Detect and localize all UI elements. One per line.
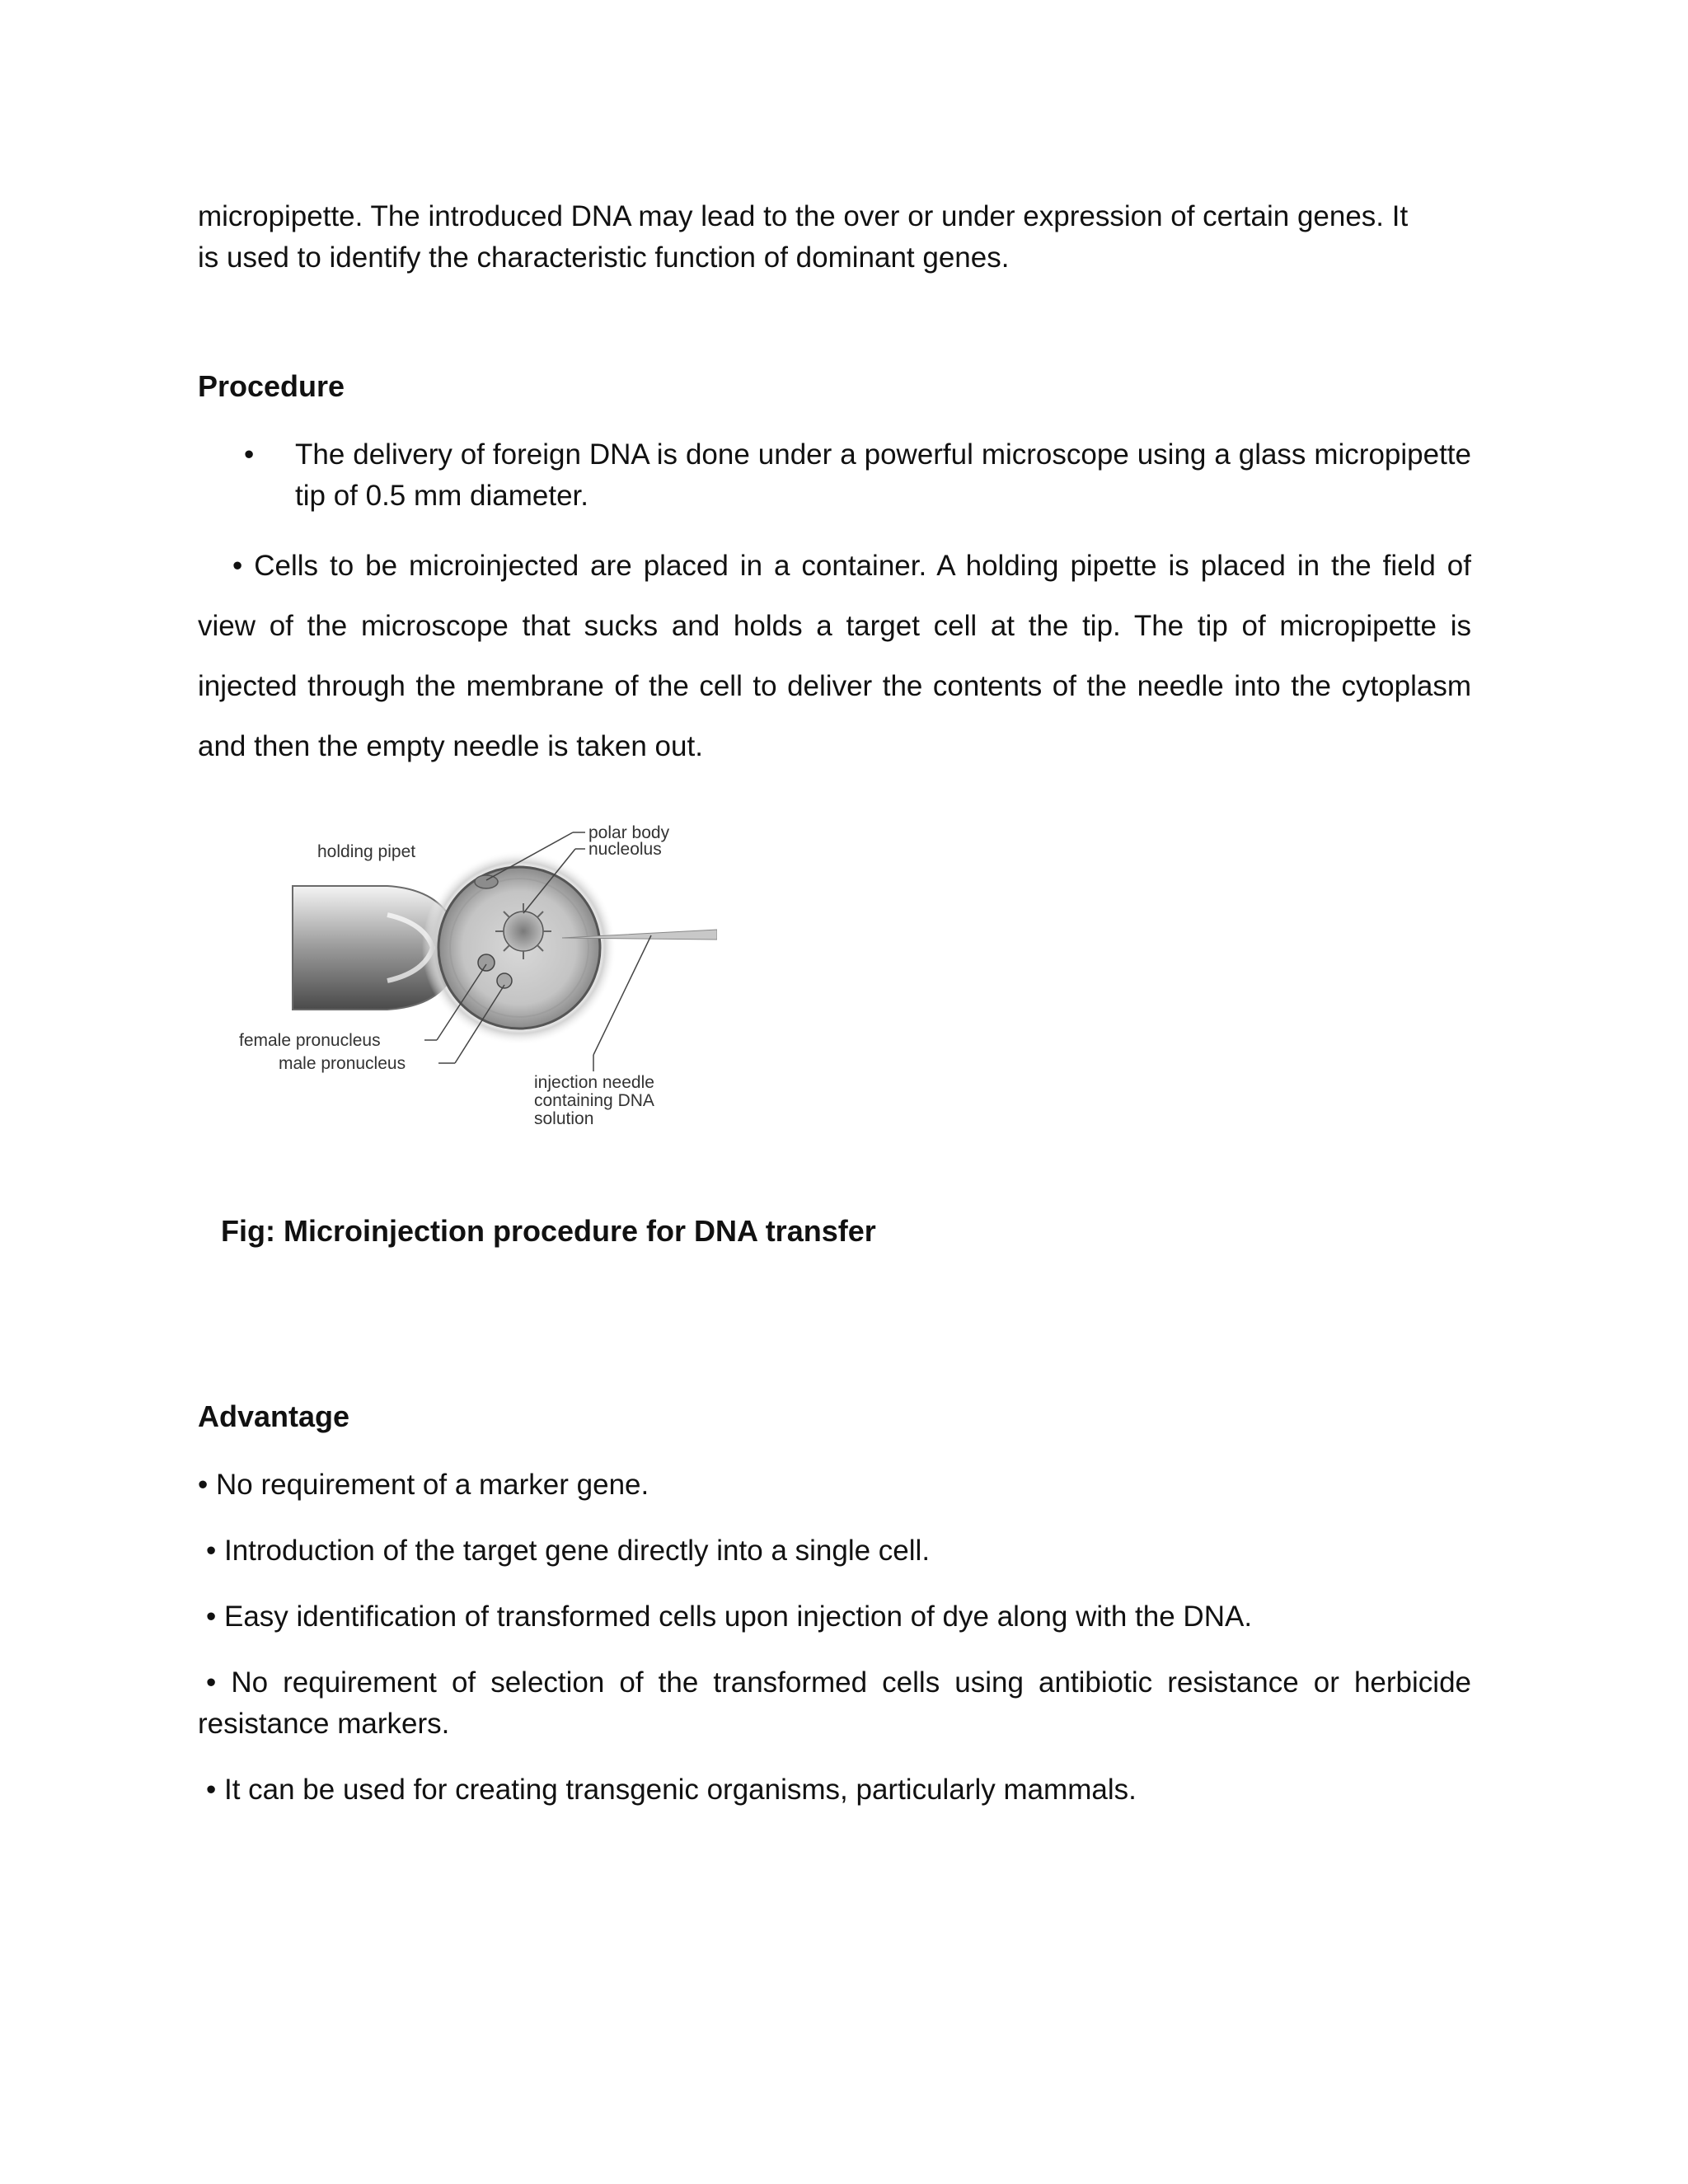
bullet-marker: • [244, 438, 255, 471]
label-injection-needle-1: injection needle [534, 1073, 654, 1092]
procedure-paragraph: • Cells to be microinjected are placed in a container. A holding pipette is placed in the field of view of the microscope that sucks and holds a target cell at the tip. The tip of micropipette is injected through the membrane of the cell to deliver the contents of the needle into the cytoplasm and then the empty needle is taken out. [198, 550, 1471, 762]
label-male-pronucleus: male pronucleus [279, 1054, 406, 1073]
nucleolus-shape [495, 903, 551, 959]
advantage-heading: Advantage [198, 1399, 350, 1433]
procedure-heading: Procedure [198, 369, 345, 403]
procedure-bullet-1 [244, 434, 1471, 517]
intro-line-1: micropipette. The introduced DNA may lead to the over or under expression of certain genes. It [198, 200, 1409, 232]
advantage-item-2: • Introduction of the target gene directly into a single cell. [206, 1535, 931, 1567]
figure-caption: Fig: Microinjection procedure for DNA transfer [221, 1214, 876, 1248]
female-pronucleus-shape [478, 954, 495, 971]
intro-line-2: is used to identify the characteristic function of dominant genes. [198, 241, 1010, 274]
polar-body [475, 875, 498, 888]
label-polar-body: polar body [588, 824, 670, 842]
microinjection-figure [239, 824, 717, 1170]
advantage-item-1: • No requirement of a marker gene. [198, 1469, 649, 1501]
label-holding-pipet: holding pipet [317, 842, 416, 861]
procedure-bullet-1-text: The delivery of foreign DNA is done under a powerful microscope using a glass micropipette tip of 0.5 mm diameter. [295, 438, 1471, 512]
label-nucleolus: nucleolus [588, 840, 662, 859]
label-female-pronucleus: female pronucleus [239, 1031, 381, 1050]
advantage-item-3: • Easy identification of transformed cells upon injection of dye along with the DNA. [206, 1601, 1253, 1633]
advantage-item-5: • It can be used for creating transgenic organisms, particularly mammals. [206, 1774, 1137, 1806]
microinjection-diagram [239, 824, 717, 1170]
label-injection-needle-2: containing DNA [534, 1091, 654, 1110]
label-injection-needle-3: solution [534, 1109, 594, 1128]
advantage-item-4: • No requirement of selection of the transformed cells using antibiotic resistance or herbicide resistance markers. [198, 1666, 1471, 1740]
